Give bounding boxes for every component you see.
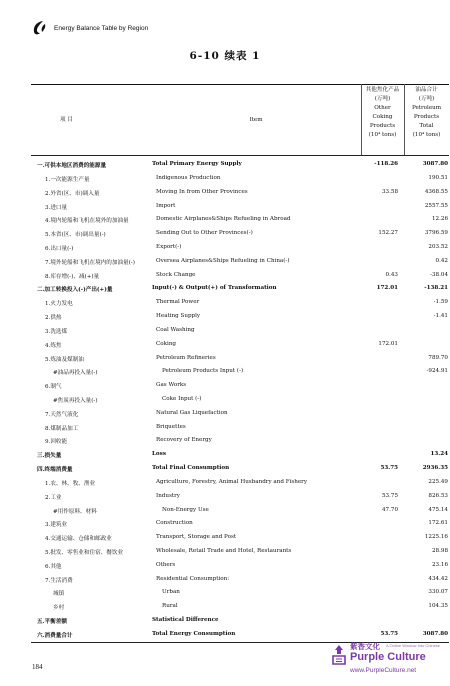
value-petroleum-products-total: 23.16 (431, 561, 448, 568)
row-label-en: Natural Gas Liquefaction (156, 409, 228, 416)
row-label-zh: 1.农、林、牧、渔业 (45, 480, 96, 487)
row-label-zh: 3.进口量 (45, 204, 68, 211)
value-petroleum-products-total: 789.70 (428, 354, 448, 361)
table-title: 6-10 续表 1 (189, 50, 261, 62)
value-petroleum-products-total: 2936.35 (422, 465, 448, 471)
row-label-zh: 六.消费量合计 (37, 632, 73, 639)
column-header-item-en: Item (249, 117, 263, 123)
table-row (31, 296, 449, 310)
table-row (31, 600, 449, 614)
table-row (31, 158, 449, 172)
row-label-en: Import (156, 202, 176, 209)
row-label-zh: 4.境内轮船和飞机在境外的加油量 (45, 218, 129, 225)
watermark-slogan: A Online Window Into Chinese (386, 643, 441, 648)
row-label-zh: 8.煤制品加工 (45, 425, 79, 432)
row-label-en: Export(-) (156, 243, 182, 250)
row-label-zh: 6.出口量(-) (45, 245, 74, 252)
value-petroleum-products-total: -924.91 (426, 368, 448, 375)
table-row (31, 241, 449, 255)
table-row (31, 614, 449, 628)
row-label-en: Moving In from Other Provinces (156, 188, 248, 195)
row-label-zh: 4.炼焦 (45, 342, 62, 349)
table-row (31, 324, 449, 338)
table-row (31, 172, 449, 186)
row-label-zh: 2.外省(区、市)调入量 (45, 190, 100, 197)
row-label-zh: 5.批发、零售业和住宿、餐饮业 (45, 550, 124, 556)
value-petroleum-products-total: -138.21 (424, 285, 448, 292)
column-header-item-zh: 项 目 (60, 117, 73, 123)
row-label-zh: 7.天然气液化 (45, 411, 79, 418)
header-line: 其他焦化产品 (365, 87, 400, 93)
value-petroleum-products-total: 3796.59 (424, 230, 448, 237)
value-petroleum-products-total: 225.49 (428, 478, 448, 485)
row-label-zh: 7.生活消费 (45, 577, 73, 584)
value-petroleum-products-total: 203.52 (428, 243, 448, 250)
row-label-en: Gas Works (156, 382, 187, 389)
watermark-url: www.PurpleCulture.net (350, 667, 417, 674)
row-label-zh: #焦炭再投入量(-) (53, 397, 98, 404)
row-label-en: Non-Energy Use (162, 506, 209, 513)
value-petroleum-products-total: 13.24 (430, 451, 448, 458)
value-petroleum-products-total: 172.61 (428, 520, 448, 527)
row-label-en: Coke Input (-) (162, 395, 202, 402)
row-label-en: Total Final Consumption (152, 465, 230, 471)
row-label-zh: 9.回收能 (45, 439, 68, 446)
table-row (31, 586, 449, 600)
table-top-rule (31, 84, 449, 85)
row-label-zh: 二.加工转换投入(-)产出(+)量 (37, 287, 113, 294)
row-label-zh: #油品再投入量(-) (53, 370, 98, 377)
row-label-zh: 城镇 (53, 591, 65, 598)
table-row (31, 421, 449, 435)
row-label-en: Indigenous Production (156, 174, 221, 181)
row-label-en: Loss (152, 451, 166, 458)
purple-culture-logo-icon (330, 644, 348, 666)
header-title: Energy Balance Table by Region (54, 24, 149, 32)
table-row (31, 504, 449, 518)
value-petroleum-products-total: 12.26 (431, 216, 448, 223)
table-row (31, 352, 449, 366)
value-other-coking-products: 53.75 (380, 630, 398, 637)
table-row (31, 310, 449, 324)
value-other-coking-products: 172.01 (378, 340, 398, 347)
value-other-coking-products: 172.01 (376, 285, 398, 292)
table-row (31, 379, 449, 393)
row-label-zh: 6.制气 (45, 384, 62, 391)
header-line: Coking (372, 114, 393, 120)
row-label-en: Total Primary Energy Supply (152, 161, 242, 167)
table-row (31, 282, 449, 296)
table-row (31, 227, 449, 241)
row-label-zh: 5.本省(区、市)调出量(-) (45, 232, 106, 239)
table-row (31, 448, 449, 462)
header-line: (10⁴ tons) (368, 132, 397, 138)
header-line: Total (419, 123, 434, 129)
table-row (31, 338, 449, 352)
row-label-en: Oversea Airplanes&Ships Refueling in China(-) (156, 257, 290, 264)
row-label-en: Urban (162, 589, 180, 596)
row-label-en: Transport, Storage and Post (156, 534, 237, 541)
value-petroleum-products-total: 3087.80 (422, 630, 448, 637)
value-other-coking-products: 47.70 (381, 506, 398, 513)
value-petroleum-products-total: 104.35 (428, 603, 448, 610)
row-label-zh: 2.供热 (45, 315, 62, 321)
row-label-zh: 2.工业 (45, 494, 62, 501)
row-label-en: Briquettes (156, 423, 186, 430)
header-bottom-rule (31, 155, 449, 156)
value-petroleum-products-total: 330.07 (428, 589, 448, 596)
table-row (31, 517, 449, 531)
table-row (31, 573, 449, 587)
row-label-en: Input(-) & Output(+) of Transformation (152, 285, 277, 292)
row-label-en: Recovery of Energy (156, 437, 212, 444)
table-row (31, 407, 449, 421)
table-row (31, 531, 449, 545)
row-label-zh: 三.损失量 (37, 453, 62, 460)
row-label-en: Petroleum Refineries (156, 354, 216, 361)
value-other-coking-products: 53.75 (380, 465, 398, 471)
value-petroleum-products-total: 3087.80 (422, 161, 448, 167)
row-label-zh: 1.火力发电 (45, 301, 73, 308)
row-label-en: Residential Consumption: (156, 575, 230, 582)
header-line: Products (369, 123, 396, 129)
row-label-zh: 8.库存增(-)、减(+)量 (45, 273, 100, 280)
table-row (31, 200, 449, 214)
row-label-en: Coal Washing (156, 326, 195, 333)
row-label-en: Domestic Airplanes&Ships Refueling in Abroad (156, 216, 291, 223)
header-line: Products (413, 114, 440, 120)
row-label-en: Others (156, 561, 176, 568)
table-row (31, 255, 449, 269)
value-petroleum-products-total: 4368.55 (424, 188, 448, 195)
header-line: Petroleum (411, 105, 442, 111)
value-petroleum-products-total: -1.41 (433, 313, 448, 319)
value-petroleum-products-total: 1225.16 (424, 534, 448, 541)
value-other-coking-products: 152.27 (378, 230, 398, 237)
value-petroleum-products-total: 190.51 (428, 174, 448, 181)
row-label-zh: 5.炼油及煤制油 (45, 356, 84, 363)
table-row (31, 434, 449, 448)
table-row (31, 269, 449, 283)
header-line: (万吨) (374, 96, 391, 102)
value-other-coking-products: -118.26 (374, 161, 398, 167)
row-label-en: Construction (156, 520, 193, 527)
column-header-petroleum-products-total (404, 86, 449, 140)
publisher-logo-icon (32, 20, 48, 36)
row-label-en: Thermal Power (156, 299, 200, 306)
row-label-en: Sending Out to Other Provinces(-) (156, 230, 253, 237)
value-petroleum-products-total: 475.14 (428, 506, 448, 513)
column-header-other-coking-products (361, 86, 404, 140)
row-label-zh: 一.可供本地区消费的能源量 (37, 163, 107, 169)
value-other-coking-products: 53.75 (381, 492, 398, 499)
row-label-zh: 3.洗选煤 (45, 328, 68, 335)
value-other-coking-products: 0.43 (385, 271, 398, 278)
value-petroleum-products-total: -38.04 (430, 271, 448, 278)
header-line: Other (374, 105, 391, 111)
table-row (31, 393, 449, 407)
value-petroleum-products-total: 28.98 (431, 548, 448, 554)
value-other-coking-products: 33.58 (381, 188, 398, 195)
row-label-en: Petroleum Products Input (-) (162, 368, 244, 375)
table-row (31, 490, 449, 504)
page-number: 184 (32, 663, 43, 671)
table-row (31, 186, 449, 200)
value-petroleum-products-total: 434.42 (428, 575, 448, 582)
row-label-en: Statistical Difference (152, 617, 219, 624)
value-petroleum-products-total: 2557.55 (424, 202, 448, 209)
row-label-zh: 1.一次能源生产量 (45, 176, 90, 183)
row-label-en: Total Energy Consumption (152, 630, 236, 637)
table-row (31, 559, 449, 573)
row-label-zh: 3.建筑业 (45, 522, 68, 529)
running-header (32, 20, 148, 36)
watermark-brand: Purple Culture (350, 651, 426, 663)
row-label-en: Stock Change (156, 271, 196, 278)
row-label-zh: 四.终端消费量 (37, 467, 73, 473)
row-label-zh: #用作原料、材料 (53, 508, 97, 515)
table-row (31, 462, 449, 476)
row-label-zh: 五.平衡差额 (37, 619, 67, 626)
row-label-en: Wholesale, Retail Trade and Hotel, Restaurants (156, 548, 292, 554)
row-label-zh: 6.其他 (45, 563, 62, 570)
row-label-zh: 乡村 (53, 605, 65, 612)
table-row (31, 365, 449, 379)
table-row (31, 545, 449, 559)
header-line: (万吨) (418, 96, 435, 102)
value-petroleum-products-total: 826.53 (428, 492, 448, 499)
watermark (328, 640, 446, 680)
row-label-zh: 4.交通运输、仓储和邮政业 (45, 536, 112, 543)
row-label-en: Coking (156, 340, 177, 347)
row-label-en: Industry (156, 492, 180, 499)
table-row (31, 213, 449, 227)
header-line: (10⁴ tons) (412, 132, 441, 138)
row-label-en: Rural (162, 603, 178, 610)
value-petroleum-products-total: -1.59 (433, 299, 448, 306)
watermark-zh: 紫香文化 (350, 642, 380, 651)
header-line: 油品合计 (415, 87, 438, 93)
row-label-en: Agriculture, Forestry, Animal Husbandry and Fishery (156, 478, 307, 485)
row-label-zh: 7.境外轮船和飞机在境内的加油量(-) (45, 259, 135, 266)
value-petroleum-products-total: 0.42 (435, 257, 448, 264)
table-row (31, 476, 449, 490)
row-label-en: Heating Supply (156, 313, 201, 319)
